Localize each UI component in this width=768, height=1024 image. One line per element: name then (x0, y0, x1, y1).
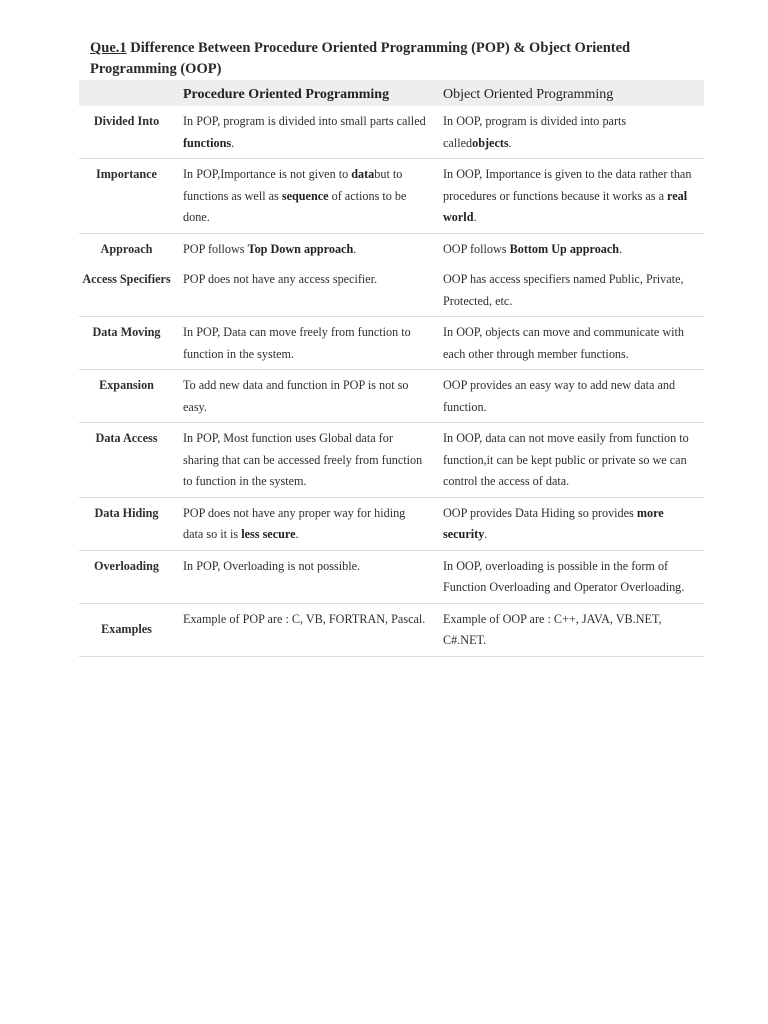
pop-cell (174, 423, 434, 498)
comparison-table (79, 80, 704, 657)
row-label-approach: Approach (100, 241, 153, 256)
pop-text-part: but to functions as well as (183, 167, 403, 203)
oop-cell (434, 233, 704, 264)
pop-text-part: Example of POP are : C, VB, FORTRAN, Pascal. (183, 611, 426, 626)
oop-text-part: real world (443, 188, 688, 224)
pop-cell (174, 264, 434, 317)
pop-text-part: functions (183, 135, 232, 150)
header-blank (79, 80, 174, 106)
oop-cell (434, 264, 704, 317)
oop-text-part: . (473, 210, 477, 224)
pop-text-part: In POP,Importance is not given to (183, 167, 352, 181)
row-label-divided-into: Divided Into (93, 114, 160, 128)
pop-text-part: POP follows (183, 241, 248, 256)
pop-text-part: . (353, 241, 357, 256)
oop-text-part: OOP has access specifiers named Public, Private, Protected, etc. (443, 272, 684, 308)
header-oop: Object Oriented Programming (443, 87, 614, 102)
row-label-examples: Examples (101, 622, 152, 637)
table-row (79, 106, 704, 159)
row-label-overloading: Overloading (93, 558, 159, 573)
oop-cell (434, 106, 704, 159)
pop-text-part: In POP, Overloading is not possible. (183, 558, 361, 573)
oop-text-part: . (508, 135, 512, 150)
pop-text-part: less secure (241, 527, 296, 541)
oop-text-part: Example of OOP are : C++, JAVA, VB.NET, C#.NET. (443, 611, 662, 647)
pop-cell (174, 370, 434, 423)
oop-cell (434, 159, 704, 234)
pop-text-part: POP does not have any access specifier. (183, 272, 378, 286)
pop-cell (174, 233, 434, 264)
row-label-importance: Importance (96, 167, 157, 181)
pop-cell (174, 317, 434, 370)
oop-cell (434, 370, 704, 423)
table-row (79, 550, 704, 603)
oop-cell (434, 550, 704, 603)
row-label-access-specifiers: Access Specifiers (82, 272, 171, 286)
pop-cell (174, 159, 434, 234)
pop-text-part: sequence (281, 188, 329, 203)
table-header-row (79, 80, 704, 106)
oop-text-part: objects (472, 135, 509, 150)
question-number: Que.1 (90, 40, 127, 56)
pop-text-part: In POP, program is divided into small parts called (183, 114, 426, 128)
oop-cell (434, 497, 704, 550)
pop-cell (174, 497, 434, 550)
pop-cell (174, 603, 434, 656)
oop-text-part: . (619, 241, 623, 256)
oop-text-part: In OOP, program is divided into parts called (443, 114, 627, 150)
pop-cell (174, 550, 434, 603)
pop-text-part: In POP, Data can move freely from function to function in the system. (183, 325, 411, 361)
oop-text-part: OOP provides an easy way to add new data and function. (443, 378, 676, 414)
row-label-data-moving: Data Moving (92, 325, 161, 339)
pop-text-part: In POP, Most function uses Global data for sharing that can be accessed freely from function to function in the system. (183, 431, 423, 488)
row-label-data-hiding: Data Hiding (94, 505, 159, 520)
oop-cell (434, 423, 704, 498)
oop-text-part: OOP provides Data Hiding so provides (443, 505, 637, 520)
oop-text-part: In OOP, Importance is given to the data rather than procedures or functions because it works as a (443, 167, 692, 203)
oop-text-part: In OOP, data can not move easily from function to function,it can be kept public or private so we can control the access of data. (443, 431, 689, 488)
pop-text-part: of actions to be done. (183, 188, 407, 224)
table-row (79, 159, 704, 234)
table-row (79, 497, 704, 550)
oop-cell (434, 317, 704, 370)
row-label-data-access: Data Access (95, 431, 158, 445)
pop-text-part: data (351, 167, 375, 181)
pop-text-part: Top Down approach (247, 241, 354, 256)
table-body (79, 106, 704, 656)
oop-cell (434, 603, 704, 656)
pop-text-part: To add new data and function in POP is not so easy. (183, 378, 409, 414)
header-pop: Procedure Oriented Programming (183, 87, 390, 102)
oop-text-part: . (484, 527, 488, 541)
pop-cell (174, 106, 434, 159)
pop-text-part: . (295, 527, 299, 541)
row-label-expansion: Expansion (99, 378, 154, 392)
page-title (90, 38, 690, 80)
oop-text-part: Bottom Up approach (509, 241, 620, 256)
table-row (79, 423, 704, 498)
table-row (79, 264, 704, 317)
oop-text-part: more security (443, 505, 664, 541)
pop-text-part: . (231, 135, 235, 150)
oop-text-part: OOP follows (443, 241, 510, 256)
table-row (79, 317, 704, 370)
table-row (79, 603, 704, 656)
table-row (79, 370, 704, 423)
oop-text-part: In OOP, objects can move and communicate with each other through member functions. (443, 325, 684, 361)
title-text: Difference Between Procedure Oriented Programming (POP) & Object Oriented Programming (OOP) (90, 40, 631, 77)
table-row (79, 233, 704, 264)
pop-text-part: POP does not have any proper way for hiding data so it is (183, 505, 406, 541)
oop-text-part: In OOP, overloading is possible in the form of Function Overloading and Operator Overloading. (443, 558, 685, 594)
